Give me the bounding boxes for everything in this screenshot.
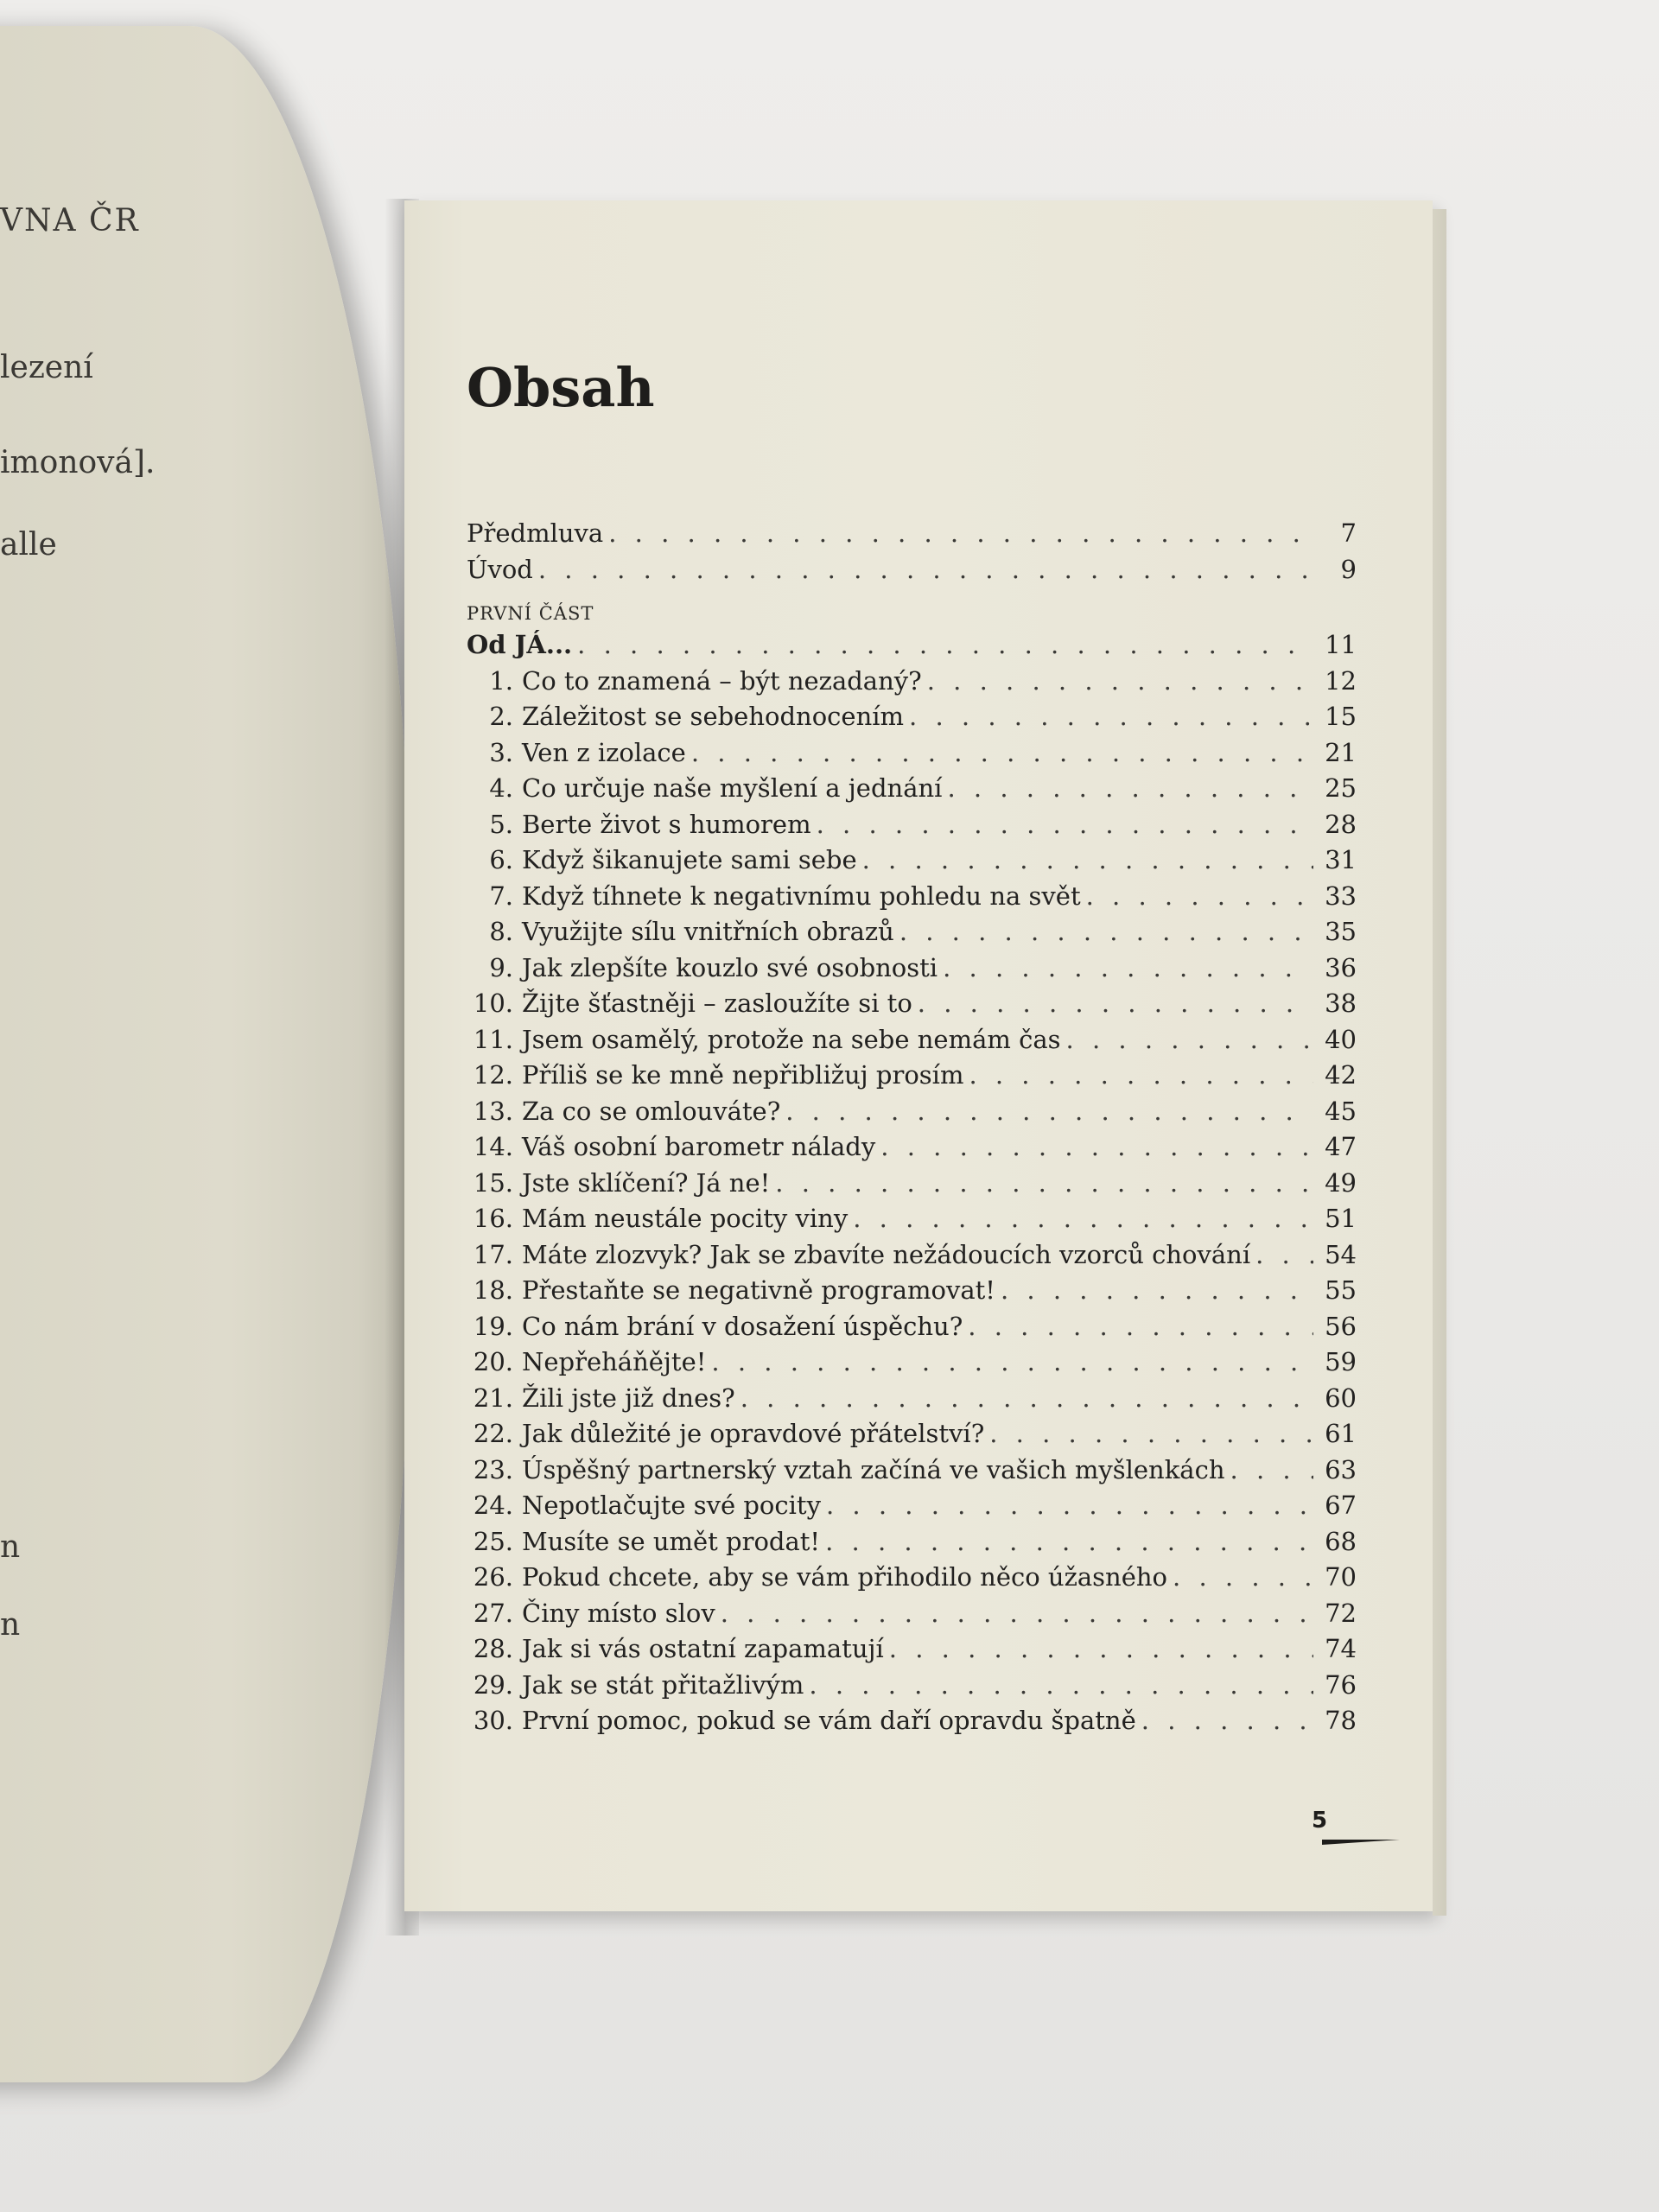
toc-entry-title: Využijte sílu vnitřních obrazů	[522, 917, 894, 946]
toc-entry-number: 19.	[473, 1311, 513, 1341]
toc-entry-number: 10.	[473, 988, 513, 1018]
toc-entry-title: Máte zlozvyk? Jak se zbavíte nežádoucích vzorců chování	[522, 1239, 1251, 1269]
toc-entry-number: 30.	[473, 1706, 513, 1735]
dot-leader	[1255, 1237, 1313, 1274]
toc-entry	[467, 986, 1357, 1022]
toc-entry-title: Mám neustále pocity viny	[522, 1204, 849, 1233]
toc-entry-page: 68	[1325, 1526, 1357, 1556]
toc-entry-number: 15.	[473, 1167, 513, 1198]
toc-entry	[467, 1381, 1357, 1417]
dot-leader	[880, 1129, 1313, 1166]
toc-entry-number: 5.	[489, 809, 513, 839]
toc-entry-title: Musíte se umět prodat!	[522, 1526, 821, 1556]
toc-entry-number: 28.	[473, 1634, 513, 1663]
toc-entry-number: 22.	[473, 1419, 513, 1448]
dot-leader	[1141, 1703, 1313, 1739]
toc-entry	[467, 1129, 1357, 1166]
toc-entry-title: Co to znamená – být nezadaný?	[522, 665, 922, 696]
toc-entry	[467, 516, 1357, 552]
toc-entry-title: Jste sklíčení? Já ne!	[522, 1167, 771, 1198]
toc-entry-title: Za co se omlouváte?	[522, 1096, 781, 1126]
toc-entry-page: 25	[1325, 773, 1357, 803]
toc-entry-page: 15	[1325, 702, 1357, 731]
dot-leader	[775, 1166, 1313, 1202]
toc-entry-title: Váš osobní barometr nálady	[522, 1132, 876, 1161]
toc-entry-number: 4.	[489, 773, 513, 803]
toc-entry	[467, 1273, 1357, 1309]
left-page-fragment: n	[0, 1607, 21, 1643]
toc-entry	[467, 1452, 1357, 1489]
dot-leader	[947, 771, 1313, 807]
toc-entry-page: 67	[1325, 1491, 1357, 1520]
toc-entry-number: 18.	[473, 1275, 513, 1305]
toc-entry	[467, 1094, 1357, 1130]
dot-leader	[1001, 1273, 1313, 1309]
toc-entry-title: Záležitost se sebehodnocením	[522, 702, 905, 731]
toc-entry	[467, 1058, 1357, 1094]
dot-leader	[826, 1488, 1313, 1524]
toc-entry	[467, 1201, 1357, 1237]
toc-entry-page: 9	[1340, 554, 1357, 584]
toc-entry-page: 47	[1325, 1132, 1357, 1161]
toc-entry-title: Jak se stát přitažlivým	[522, 1669, 804, 1700]
toc-entry-number: 17.	[473, 1239, 513, 1269]
toc-entry-title: Jak zlepšíte kouzlo své osobnosti	[522, 952, 938, 982]
toc-entry-number: 6.	[489, 845, 513, 874]
page-title: Obsah	[467, 356, 655, 419]
dot-leader	[538, 552, 1313, 588]
toc-part-title: Od JÁ...	[467, 630, 573, 659]
toc-part-page: 11	[1325, 630, 1357, 659]
toc-entry-page: 45	[1325, 1096, 1357, 1126]
toc-entry	[467, 699, 1357, 735]
toc-entry	[467, 1596, 1357, 1632]
dot-leader	[889, 1631, 1313, 1668]
toc-entry-title: Žili jste již dnes?	[522, 1382, 735, 1413]
dot-leader	[711, 1344, 1313, 1381]
toc-entry	[467, 1524, 1357, 1560]
toc-entry	[467, 914, 1357, 950]
dot-leader	[817, 807, 1313, 843]
toc-entry-number: 16.	[473, 1204, 513, 1233]
toc-entry	[467, 771, 1357, 807]
toc-entry-title: Jsem osamělý, protože na sebe nemám čas	[522, 1024, 1061, 1054]
toc-entry-number: 13.	[473, 1096, 513, 1126]
left-page-fragment: n	[0, 1529, 21, 1565]
toc-entry	[467, 1703, 1357, 1739]
toc-entry	[467, 879, 1357, 915]
toc-entry-page: 38	[1325, 988, 1357, 1018]
toc-entry-title: Pokud chcete, aby se vám přihodilo něco úžasného	[522, 1562, 1168, 1592]
toc-entry-number: 29.	[473, 1669, 513, 1700]
left-page-fragment: VNA ČR	[0, 203, 140, 238]
toc-entry-page: 31	[1325, 845, 1357, 874]
toc-entry-page: 56	[1325, 1311, 1357, 1341]
toc-entry-title: Co určuje naše myšlení a jednání	[522, 773, 943, 803]
toc-entry	[467, 1309, 1357, 1345]
toc-entry-title: Ven z izolace	[522, 737, 686, 767]
dot-leader	[862, 842, 1313, 879]
left-page-fragment: alle	[0, 527, 57, 563]
toc-entry-page: 76	[1325, 1669, 1357, 1700]
toc-entry	[467, 1237, 1357, 1274]
toc-entry	[467, 842, 1357, 879]
dot-leader	[853, 1201, 1313, 1237]
toc-entry-title: Jak důležité je opravdové přátelství?	[522, 1419, 985, 1448]
toc-entry-title: Úspěšný partnerský vztah začíná ve vašich myšlenkách	[522, 1454, 1225, 1484]
toc-entry-number: 26.	[473, 1562, 513, 1592]
toc-entry-page: 60	[1325, 1382, 1357, 1413]
toc-entry-title: Žijte šťastněji – zasloužíte si to	[522, 988, 912, 1018]
toc-entry	[467, 1416, 1357, 1452]
toc-entry-page: 78	[1325, 1706, 1357, 1735]
toc-entry	[467, 1022, 1357, 1058]
dot-leader	[691, 735, 1313, 772]
toc-entry-page: 21	[1325, 737, 1357, 767]
toc-entry-number: 3.	[489, 737, 513, 767]
toc-entry	[467, 1488, 1357, 1524]
toc-entry-number: 20.	[473, 1347, 513, 1376]
toc-entry	[467, 664, 1357, 700]
dot-leader	[909, 699, 1313, 735]
toc-entry-title: Předmluva	[467, 518, 604, 548]
toc-entry-number: 2.	[489, 702, 513, 731]
dot-leader	[927, 664, 1313, 700]
toc-entry-title: Když tíhnete k negativnímu pohledu na svět	[522, 880, 1081, 911]
toc-entry-number: 1.	[489, 665, 513, 696]
toc-entry-title: Když šikanujete sami sebe	[522, 845, 857, 874]
dot-leader	[1173, 1560, 1313, 1596]
toc-entry-number: 9.	[489, 952, 513, 982]
toc-entry-page: 63	[1325, 1454, 1357, 1484]
toc-entry-page: 33	[1325, 880, 1357, 911]
toc-entry-number: 11.	[473, 1024, 513, 1054]
toc-entry-title: Nepřeháňějte!	[522, 1347, 707, 1376]
toc-entry-page: 49	[1325, 1167, 1357, 1198]
toc-entry-page: 59	[1325, 1347, 1357, 1376]
toc-entry-number: 12.	[473, 1060, 513, 1090]
toc-entry-number: 24.	[473, 1491, 513, 1520]
dot-leader	[577, 627, 1313, 664]
dot-leader	[608, 516, 1313, 552]
toc-entry-page: 42	[1325, 1060, 1357, 1090]
dot-leader	[1086, 879, 1313, 915]
toc-entry-page: 70	[1325, 1562, 1357, 1592]
left-page-fragment: lezení	[0, 350, 93, 385]
table-of-contents	[467, 516, 1357, 1739]
toc-entry-number: 25.	[473, 1526, 513, 1556]
toc-entry-title: Úvod	[467, 554, 533, 584]
dot-leader	[918, 986, 1313, 1022]
toc-entry-title: Berte život s humorem	[522, 809, 811, 839]
dot-leader	[943, 950, 1313, 987]
toc-entry-page: 55	[1325, 1275, 1357, 1305]
toc-entry-page: 40	[1325, 1024, 1357, 1054]
toc-entry	[467, 735, 1357, 772]
toc-entry-number: 14.	[473, 1132, 513, 1161]
toc-entry-title: Přestaňte se negativně programovat!	[522, 1275, 995, 1305]
toc-entry-title: Co nám brání v dosažení úspěchu?	[522, 1311, 963, 1341]
dot-leader	[741, 1381, 1313, 1417]
page-number: 5	[1312, 1808, 1328, 1834]
toc-part-entry	[467, 627, 1357, 664]
dot-leader	[968, 1309, 1313, 1345]
toc-entry-title: Činy místo slov	[522, 1598, 715, 1628]
toc-entry-page: 7	[1340, 518, 1357, 548]
dot-leader	[1230, 1452, 1313, 1489]
toc-entry-page: 12	[1325, 665, 1357, 696]
toc-entry	[467, 1560, 1357, 1596]
toc-entry-page: 28	[1325, 809, 1357, 839]
toc-entry-page: 54	[1325, 1239, 1357, 1269]
dot-leader	[785, 1094, 1313, 1130]
dot-leader	[721, 1596, 1313, 1632]
toc-entry-title: Nepotlačujte své pocity	[522, 1491, 821, 1520]
section-label: PRVNÍ ČÁST	[467, 603, 594, 624]
toc-entry-title: Jak si vás ostatní zapamatují	[522, 1634, 884, 1663]
dot-leader	[1066, 1022, 1313, 1058]
chapter-list	[467, 664, 1357, 1739]
toc-entry-title: Příliš se ke mně nepřibližuj prosím	[522, 1060, 964, 1090]
dot-leader	[899, 914, 1313, 950]
dot-leader	[989, 1416, 1313, 1452]
toc-entry-number: 27.	[473, 1598, 513, 1628]
toc-entry	[467, 807, 1357, 843]
dot-leader	[969, 1058, 1313, 1094]
toc-entry	[467, 950, 1357, 987]
toc-entry-page: 36	[1325, 952, 1357, 982]
toc-entry-number: 8.	[489, 917, 513, 946]
toc-entry	[467, 1166, 1357, 1202]
dot-leader	[809, 1668, 1313, 1704]
left-page-fragment: imonová].	[0, 445, 156, 480]
toc-entry-number: 23.	[473, 1454, 513, 1484]
toc-entry-page: 72	[1325, 1598, 1357, 1628]
right-page	[404, 200, 1433, 1911]
toc-entry-page: 74	[1325, 1634, 1357, 1663]
toc-entry-page: 35	[1325, 917, 1357, 946]
toc-entry-number: 7.	[489, 880, 513, 911]
toc-entry-page: 61	[1325, 1419, 1357, 1448]
toc-entry	[467, 1631, 1357, 1668]
toc-entry	[467, 552, 1357, 588]
toc-entry-page: 51	[1325, 1204, 1357, 1233]
toc-entry	[467, 1668, 1357, 1704]
toc-entry-number: 21.	[473, 1382, 513, 1413]
dot-leader	[825, 1524, 1313, 1560]
page-number-arrow	[1322, 1840, 1400, 1857]
toc-entry	[467, 1344, 1357, 1381]
toc-entry-title: První pomoc, pokud se vám daří opravdu špatně	[522, 1706, 1136, 1735]
